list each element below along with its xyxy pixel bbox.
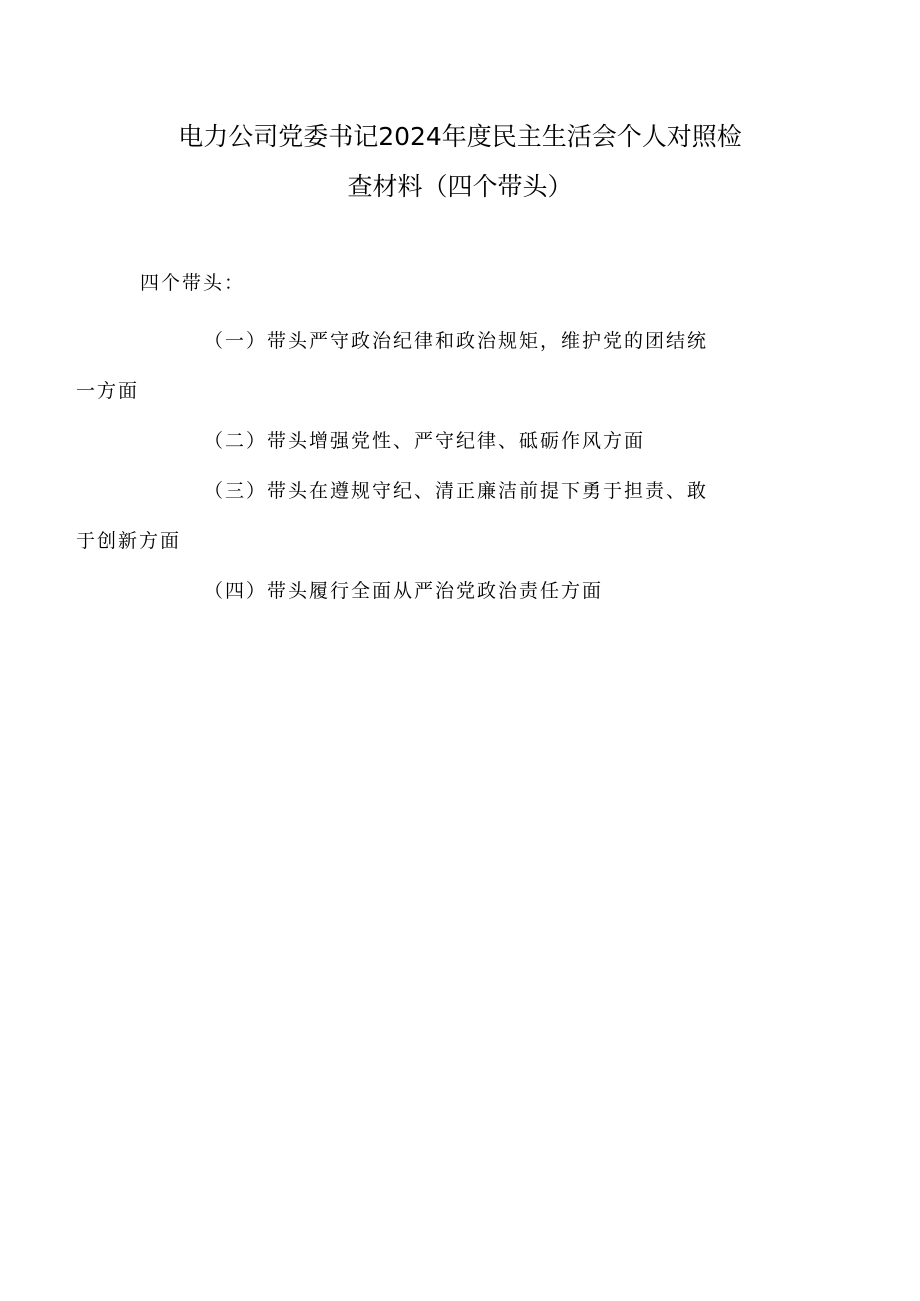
section-label: 四个带头：	[140, 272, 246, 294]
title-line-1: 电力公司党委书记2024年度民主生活会个人对照检	[178, 122, 742, 151]
item-line-continued: 于创新方面	[76, 530, 182, 552]
item-line: （一）带头严守政治纪律和政治规矩，维护党的团结统	[204, 330, 709, 352]
title-line-2: 查材料（四个带头）	[347, 172, 573, 201]
list-item	[140, 566, 764, 616]
list-item	[76, 466, 764, 566]
item-line: （四）带头履行全面从严治党政治责任方面	[204, 580, 604, 602]
document-body	[76, 266, 764, 616]
list-item	[140, 416, 764, 466]
list-item	[76, 316, 764, 416]
item-line-continued: 一方面	[76, 380, 140, 402]
item-line: （二）带头增强党性、严守纪律、砥砺作风方面	[204, 430, 646, 452]
item-line: （三）带头在遵规守纪、清正廉洁前提下勇于担责、敢	[204, 480, 709, 502]
document-title	[140, 112, 780, 212]
